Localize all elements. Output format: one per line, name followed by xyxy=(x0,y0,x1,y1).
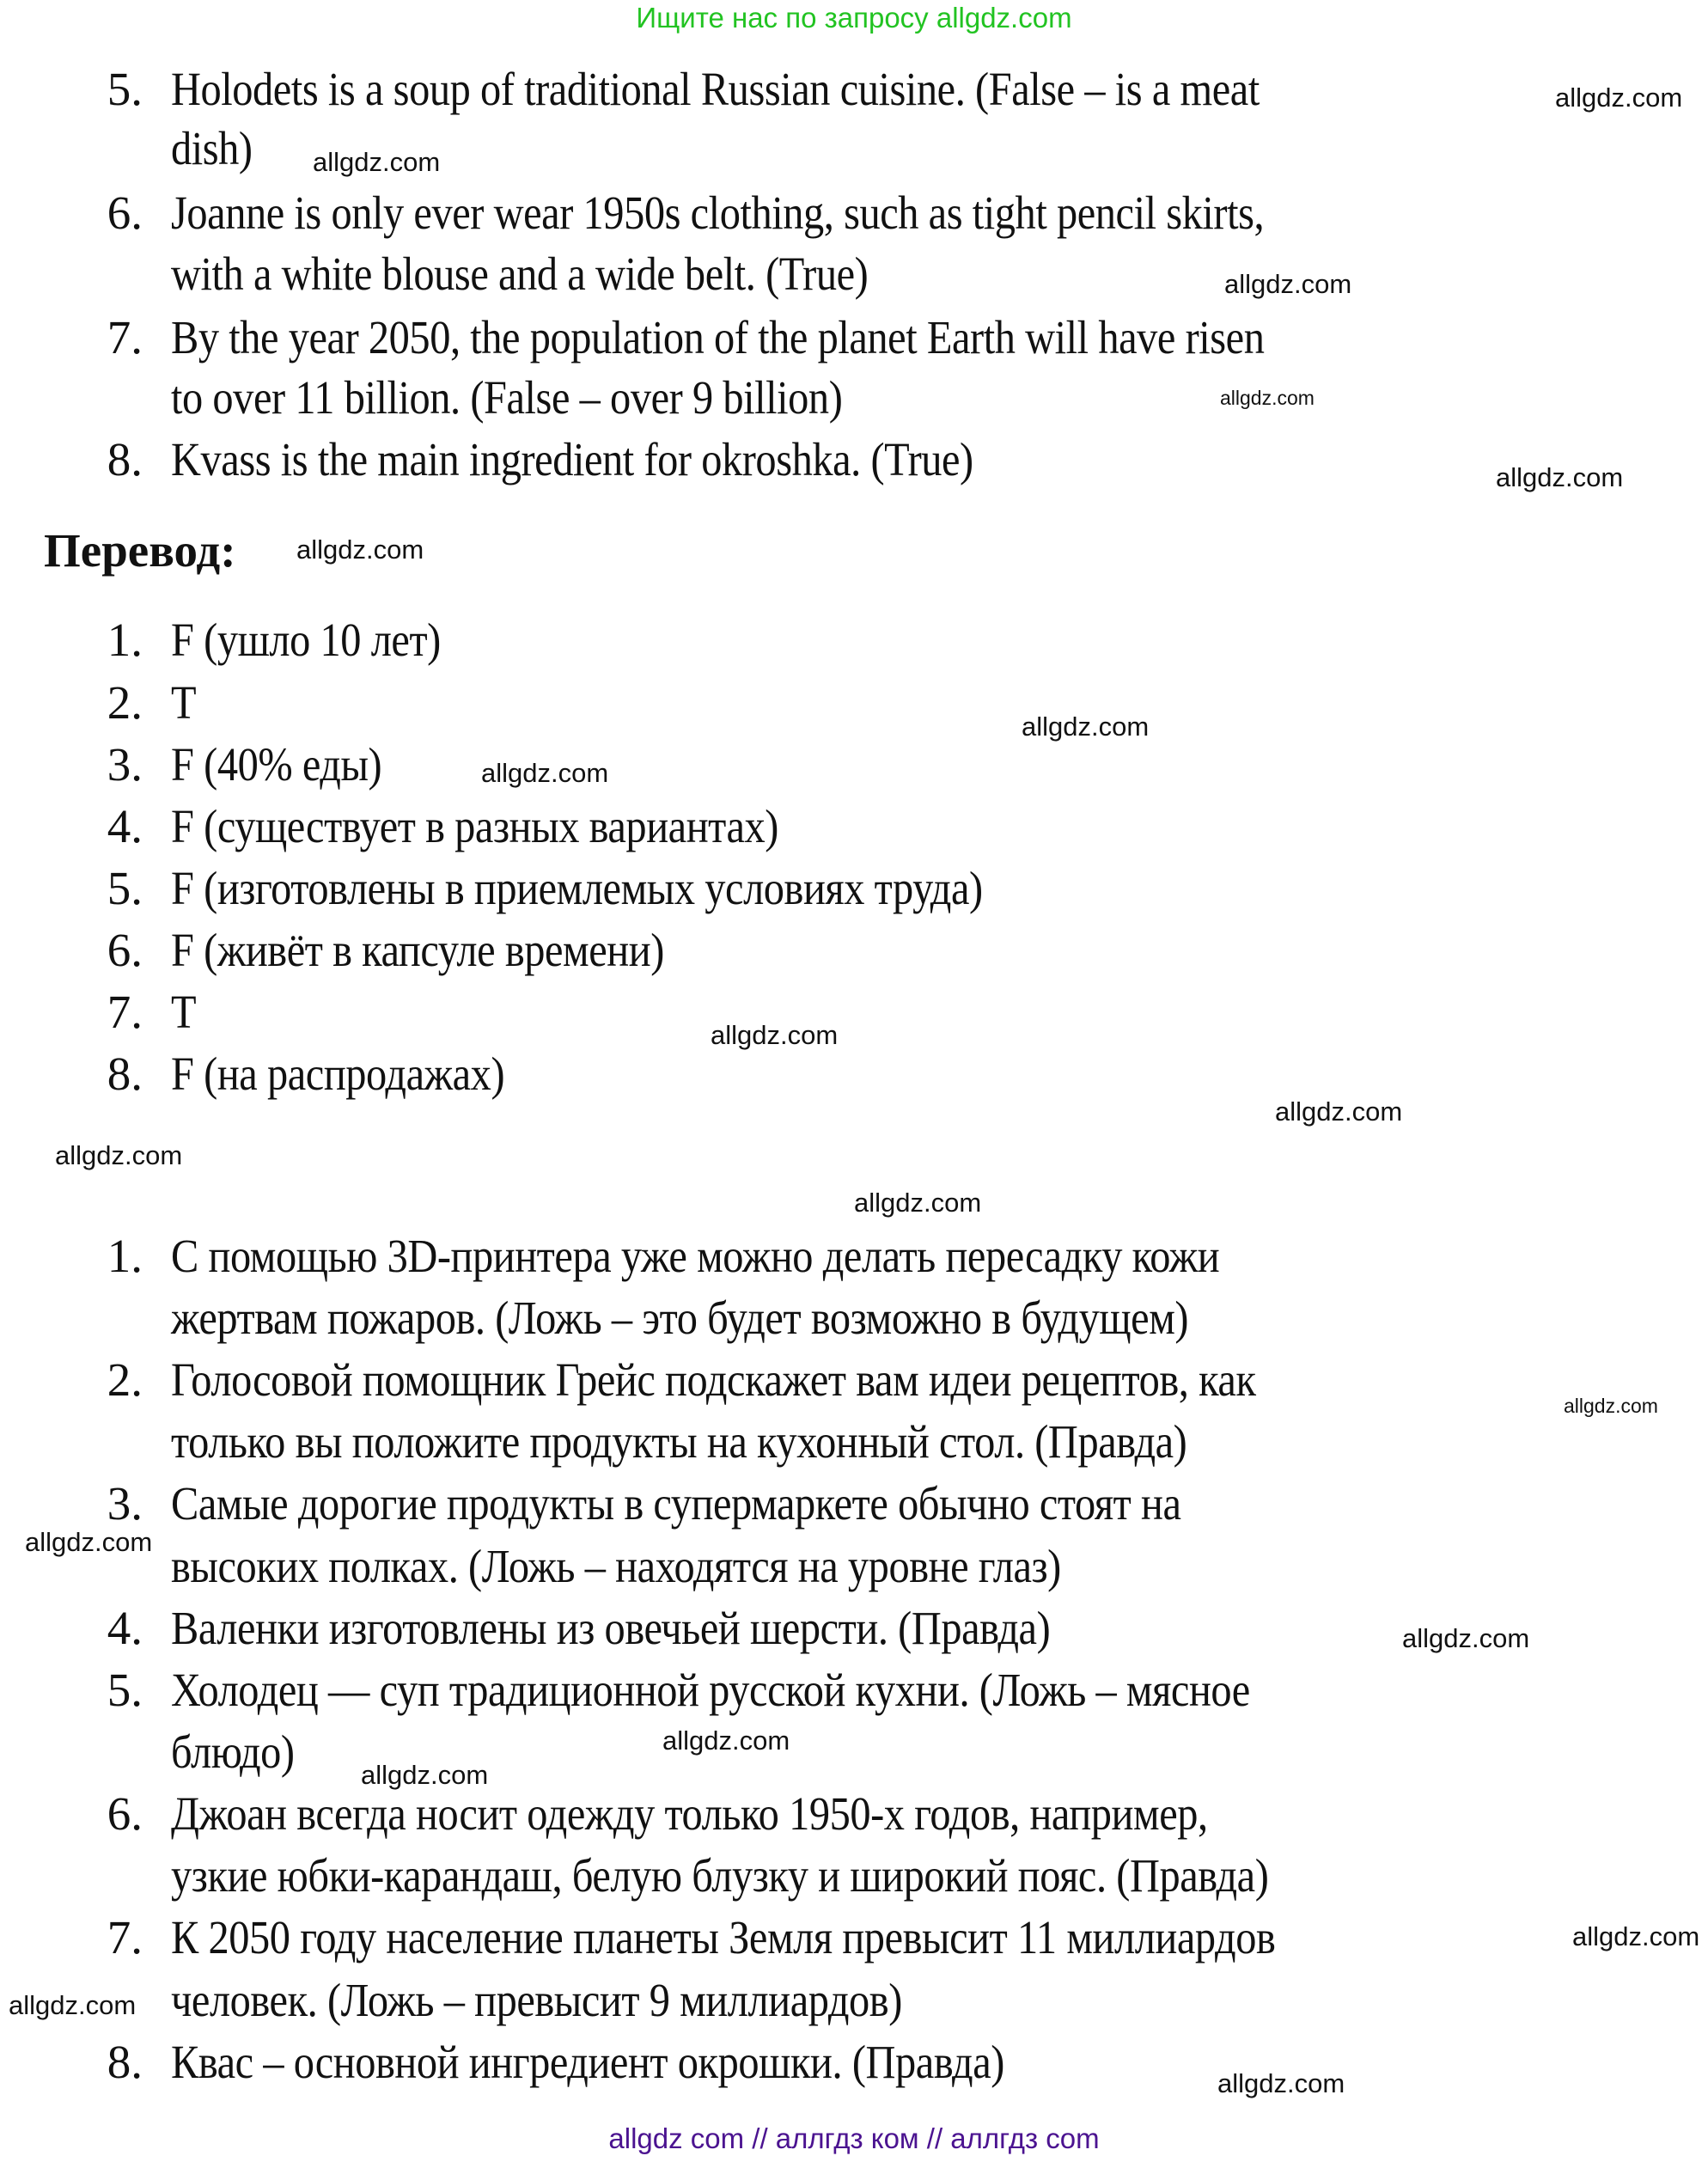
item-text: T xyxy=(171,986,197,1038)
item-number: 3. xyxy=(107,1477,143,1530)
watermark: allgdz.com xyxy=(296,534,424,565)
watermark: allgdz.com xyxy=(1572,1921,1700,1951)
item-text: Joanne is only ever wear 1950s clothing, such as tight pencil skirts, xyxy=(171,186,1265,239)
watermark: allgdz.com xyxy=(1217,2068,1345,2098)
watermark: allgdz.com xyxy=(662,1725,790,1756)
item-text: только вы положите продукты на кухонный стол. (Правда) xyxy=(171,1415,1187,1468)
item-text: F (живёт в капсуле времени) xyxy=(171,924,664,976)
item-text: Квас – основной ингредиент окрошки. (Правда) xyxy=(171,2036,1004,2088)
item-number: 7. xyxy=(107,1911,143,1963)
watermark: allgdz.com xyxy=(313,147,441,177)
item-number: 3. xyxy=(107,738,143,791)
item-text: узкие юбки-карандаш, белую блузку и широкий пояс. (Правда) xyxy=(171,1849,1269,1902)
watermark: allgdz.com xyxy=(1220,387,1315,409)
watermark: allgdz.com xyxy=(25,1527,153,1557)
item-number: 7. xyxy=(107,986,143,1038)
watermark: allgdz.com xyxy=(854,1188,982,1218)
item-number: 5. xyxy=(107,63,143,115)
watermark: allgdz.com xyxy=(481,758,609,788)
item-text: Холодец — суп традиционной русской кухни. (Ложь – мясное xyxy=(171,1664,1250,1716)
item-text: F (существует в разных вариантах) xyxy=(171,800,778,852)
watermark: allgdz.com xyxy=(1402,1623,1530,1653)
item-number: 1. xyxy=(107,614,143,666)
item-number: 8. xyxy=(107,2036,143,2088)
watermark: allgdz.com xyxy=(1275,1096,1403,1127)
search-banner[interactable]: Ищите нас по запросу allgdz.com xyxy=(636,2,1072,34)
item-text: Валенки изготовлены из овечьей шерсти. (Правда) xyxy=(171,1602,1051,1654)
item-text: человек. (Ложь – превысит 9 миллиардов) xyxy=(171,1974,902,2026)
watermark: allgdz.com xyxy=(9,1990,137,2020)
item-number: 7. xyxy=(107,311,143,363)
footer-banner[interactable]: allgdz com // аллгдз ком // аллгдз com xyxy=(608,2122,1100,2154)
item-number: 5. xyxy=(107,862,143,914)
item-number: 5. xyxy=(107,1664,143,1716)
watermark: allgdz.com xyxy=(1022,711,1150,742)
item-text: dish) xyxy=(171,122,253,174)
item-text: By the year 2050, the population of the planet Earth will have risen xyxy=(171,311,1265,363)
watermark: allgdz.com xyxy=(711,1020,839,1050)
item-text: F (на распродажах) xyxy=(171,1047,505,1100)
item-text: F (40% еды) xyxy=(171,738,382,791)
item-number: 6. xyxy=(107,924,143,976)
watermark: allgdz.com xyxy=(1555,82,1683,113)
item-text: F (изготовлены в приемлемых условиях труда) xyxy=(171,862,983,914)
translation-heading: Перевод: xyxy=(44,524,236,577)
watermark: allgdz.com xyxy=(1224,269,1352,299)
item-text: С помощью 3D-принтера уже можно делать пересадку кожи xyxy=(171,1230,1220,1282)
item-number: 6. xyxy=(107,186,143,239)
watermark: allgdz.com xyxy=(361,1760,489,1790)
item-text: T xyxy=(171,676,197,729)
watermark: allgdz.com xyxy=(55,1140,183,1170)
item-text: with a white blouse and a wide belt. (True) xyxy=(171,247,869,300)
item-text: Самые дорогие продукты в супермаркете обычно стоят на xyxy=(171,1477,1181,1530)
item-number: 2. xyxy=(107,676,143,729)
item-text: высоких полках. (Ложь – находятся на уровне глаз) xyxy=(171,1540,1061,1592)
watermark: allgdz.com xyxy=(1496,462,1624,492)
item-text: to over 11 billion. (False – over 9 billion) xyxy=(171,371,843,424)
item-text: блюдо) xyxy=(171,1725,295,1778)
item-text: Holodets is a soup of traditional Russian cuisine. (False – is a meat xyxy=(171,63,1260,115)
item-text: F (ушло 10 лет) xyxy=(171,614,441,666)
item-text: Kvass is the main ingredient for okroshka. (True) xyxy=(171,433,973,486)
item-text: Голосовой помощник Грейс подскажет вам идеи рецептов, как xyxy=(171,1353,1256,1406)
item-number: 6. xyxy=(107,1787,143,1840)
item-text: жертвам пожаров. (Ложь – это будет возможно в будущем) xyxy=(171,1292,1189,1344)
item-number: 1. xyxy=(107,1230,143,1282)
item-number: 2. xyxy=(107,1353,143,1406)
item-text: К 2050 году население планеты Земля превысит 11 миллиардов xyxy=(171,1911,1276,1963)
item-number: 8. xyxy=(107,433,143,486)
item-number: 4. xyxy=(107,1602,143,1654)
item-number: 4. xyxy=(107,800,143,852)
item-text: Джоан всегда носит одежду только 1950-х годов, например, xyxy=(171,1787,1208,1840)
item-number: 8. xyxy=(107,1047,143,1100)
watermark: allgdz.com xyxy=(1564,1395,1658,1417)
